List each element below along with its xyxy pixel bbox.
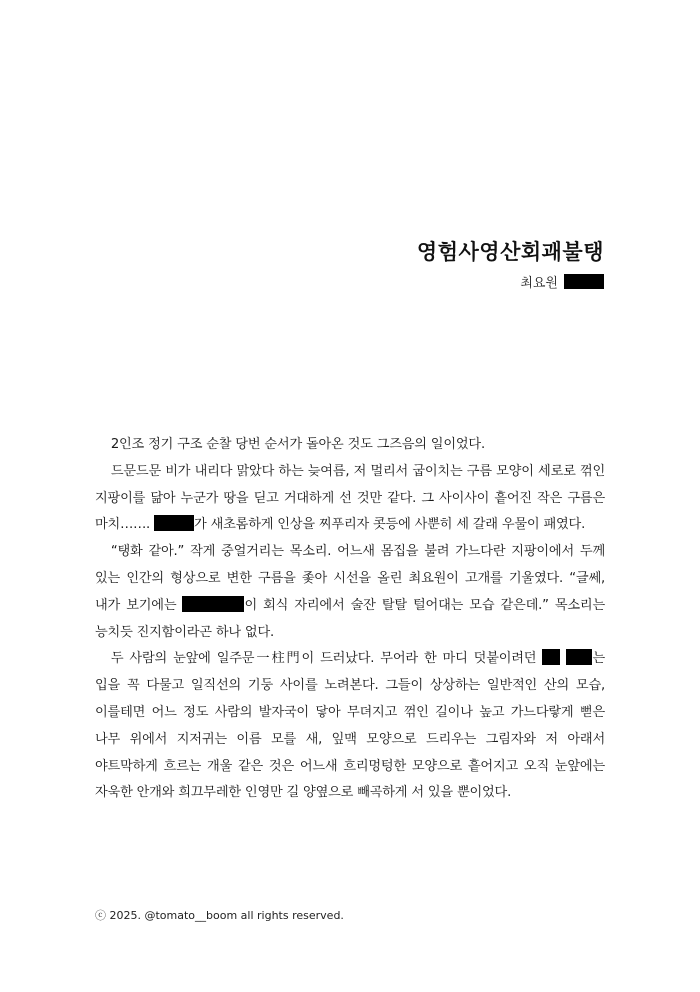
redacted-name-box	[564, 274, 604, 289]
redacted-name-box	[154, 515, 194, 531]
author-name: 최요원	[520, 275, 558, 291]
paragraph-text: 이 회식 자리에서 술잔 탈탈 털어대는 모습 같은데.” 목소리는 능치듯 진지함이라곤 하나 없다.	[95, 597, 606, 640]
redacted-name-box	[542, 649, 560, 665]
paragraph-4	[95, 646, 605, 807]
paragraph-text: 는 입을 꼭 다물고 일직선의 기둥 사이를 노려본다. 그들이 상상하는 일반적인 산의 모습, 이를테면 어느 정도 사람의 발자국이 닿아 무뎌지고 꺾인 길이나 높고 가느다랗게 뻗은 나무 위에서 지저귀는 이름 모를 새, 잎맥 모양으로 드리우는 그림자와 저 아래서 야트막하게 흐르는 개울 같은 것은 어느새 흐리멍텅한 모양으로 흩어지고 오직 눈앞에는 자욱한 안개와 희끄무레한 인영만 길 양옆으로 빼곡하게 서 있을 뿐이었다.	[95, 651, 605, 801]
redacted-name-box	[182, 596, 244, 612]
paragraph-text: “탱화 같아.” 작게 중얼거리는 목소리. 어느새 몸집을 불려 가느다란 지팡이에서 두께 있는 인간의 형상으로 변한 구름을 좇아 시선을 올린 최요원이 고개를 기울였다. “글쎄, 내가 보기에는	[95, 544, 605, 613]
paragraph-text: 2인조 정기 구조 순찰 당번 순서가 돌아온 것도 그즈음의 일이었다.	[110, 437, 485, 452]
story-body	[95, 432, 605, 807]
redacted-name-box	[566, 649, 592, 665]
paragraph-text: 두 사람의 눈앞에 일주문一柱門이 드러났다. 무어라 한 마디 덧붙이려던	[110, 651, 543, 667]
paragraph-2	[95, 459, 605, 539]
paragraph-3	[95, 539, 605, 646]
story-title: 영험사영산회괘불탱	[416, 239, 604, 264]
copyright-footer: ⓒ 2025. @tomato__boom all rights reserved.	[95, 909, 344, 922]
author-line	[520, 272, 604, 290]
paragraph-text: 드문드문 비가 내리다 맑았다 하는 늦여름, 저 멀리서 굽이치는 구름 모양이 세로로 꺾인 지팡이를 닮아 누군가 땅을 딛고 거대하게 선 것만 같다. 그 사이사이 흩어진 작은 구름은 마치…….	[95, 463, 605, 533]
paragraph-1	[95, 432, 605, 459]
paragraph-text: 가 새초롬하게 인상을 찌푸리자 콧등에 사뿐히 세 갈래 우물이 패였다.	[194, 517, 586, 533]
